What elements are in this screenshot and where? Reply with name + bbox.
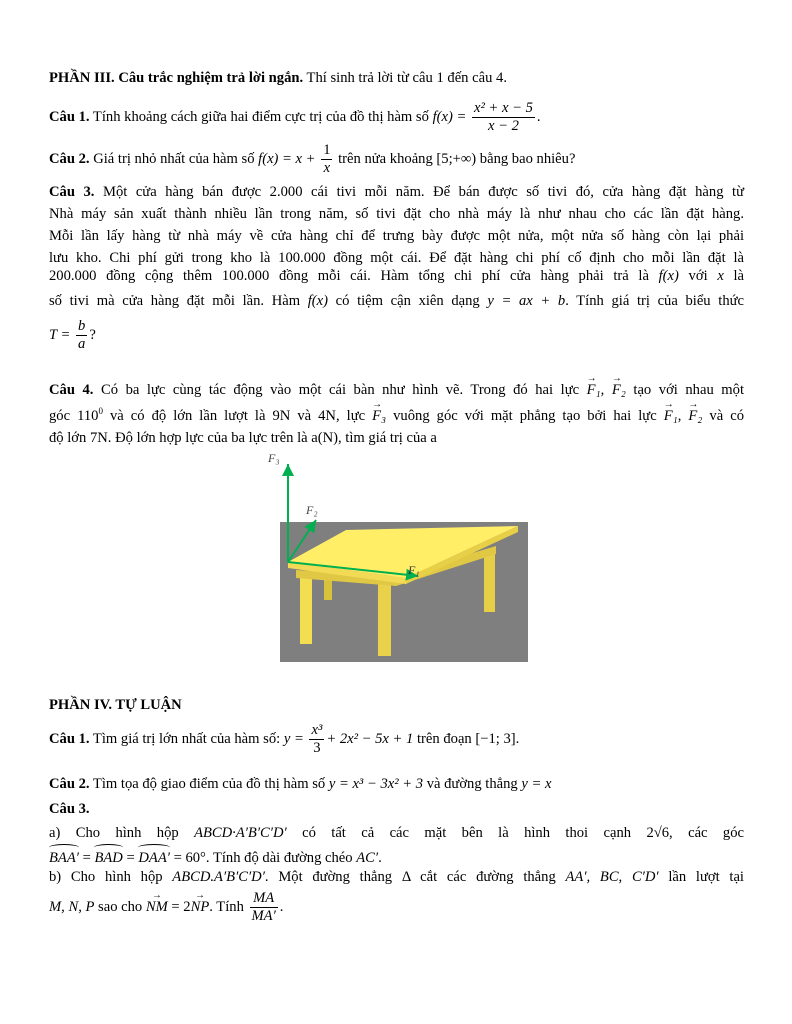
q3-T-question: ? [89,326,96,343]
p4q3-b1: b) Cho hình hộp [49,869,173,885]
p4q3-eq2: = [122,850,139,866]
q3-line6c: . Tính giá trị của biểu thức [565,293,744,309]
p4q3-a3: , các góc [669,825,744,841]
p4q3-angle-BAA: BAA′ [49,850,79,866]
p4q1-y: y = [283,730,304,747]
p4q3-a-line2 [49,849,382,867]
q3-line1-text: Một cửa hàng bán được 2.000 cái tivi mỗi năm. Để bán được số tivi đó, cửa hàng đặt hàng từ [94,184,745,200]
q4-line1 [49,381,744,399]
p4q1-numerator: x³ [311,722,323,738]
table-leg-front-left [300,578,312,644]
p4q3-label: Câu 3. [49,801,90,817]
p4q2-eq: y = x³ − 3x² + 3 [328,776,424,792]
q3-line6-eq: y = ax + b [487,293,566,309]
label-F1: F₁ [408,563,420,577]
p4q3-ratio-numerator: MA [250,890,278,908]
p4q3-a-box: ABCD·A′B′C′D′ [194,825,287,841]
q4-F2: F₂ → [612,381,626,399]
q2-fx: f(x) = x + [258,150,316,167]
q2-numerator: 1 [323,142,331,158]
p4q1-end: . [515,730,520,747]
q2-denominator: x [323,160,331,176]
label-F2: F₂ [306,503,318,517]
p4q2-text: Tìm tọa độ giao điểm của đồ thị hàm số [89,776,329,792]
p4q1-interval: [−1; 3] [475,730,516,747]
p4q2-label: Câu 2. [49,776,90,792]
label-F3: F₃ [268,451,280,465]
q1-fx: f(x) = [432,109,467,125]
q3-line1 [49,183,744,201]
p4q3-a1: a) Cho hình hộp [49,825,195,841]
p4q3-a-diag: AC′ [356,850,379,866]
p4q3-vec-NP: NP → [191,898,210,916]
q4-F1: F₁ → [587,381,601,399]
part3-q2 [49,142,575,177]
q3-T-fraction [76,318,87,353]
p4q3-vec-NM: NM → [146,898,168,916]
q3-T: T = [49,326,71,343]
p4q3-b2: . Một đường thẳng [264,869,402,885]
p4q2-line: y = x [521,776,552,792]
q4-line2 [49,407,744,425]
p4q3-b-line1 [49,868,744,886]
p4q3-a4: . Tính độ dài đường chéo [205,850,357,866]
p4q3-ratio-denominator: MA′ [251,908,276,924]
q4-F1-b: F₁ → [664,407,678,425]
q4-line2c: vuông góc với mặt phẳng tạo bởi hai lực [386,408,664,424]
part4-q1 [49,722,519,757]
q1-numerator: x² + x − 5 [473,100,533,117]
p4q1-denominator: 3 [313,740,321,756]
q4-F3: F₃ → [372,407,386,425]
p4q3-c-eq: = 2 [167,898,191,915]
p4q3-a-line1 [49,824,744,842]
p4q3-c1: sao cho [94,898,146,915]
table-force-figure [256,450,528,662]
p4q1-text2: trên đoạn [413,730,476,747]
q3-line6a: số tivi mà cửa hàng đặt mỗi lần. Hàm [49,293,308,309]
q3-line2: Nhà máy sản xuất thành nhiều lần trong năm, số tivi đặt cho nhà máy là như nhau cho các lần đặt hàng. [49,206,744,222]
q3-T-denominator: a [78,336,86,352]
q3-line5 [49,267,744,285]
q3-line5a: 200.000 đồng cộng thêm 100.000 đồng mỗi cái. Hàm tổng chi phí cửa hàng phải trả là [49,268,659,284]
q2-fraction [321,142,332,177]
q2-interval: [5;+∞) [436,150,477,167]
p4q3-b3: cắt các đường thẳng [410,869,566,885]
q1-end: . [536,109,541,125]
q3-T-numerator: b [78,318,86,334]
q4-line2b: và có độ lớn lần lượt là 9N và 4N, lực [102,408,373,424]
part3-q1 [49,96,541,135]
q2-text3: bằng bao nhiêu? [476,150,576,167]
p4q2-text2: và đường thẳng [423,776,522,792]
q3-label: Câu 3. [49,184,95,200]
p4q3-eq3: = 60° [169,850,206,866]
q3-line3: Mỗi lần lấy hàng từ nhà máy về cửa hàng chỉ để trưng bày được một nửa, một nửa số hàng còn lại phải [49,228,744,244]
q3-line6 [49,292,744,310]
p4q3-b-box: ABCD.A′B′C′D′ [172,869,265,885]
q4-line2a: góc 110 [49,408,99,424]
q1-fraction [472,100,535,135]
q4-line2d: và có [702,408,744,424]
q4-line3: độ lớn 7N. Độ lớn hợp lực của ba lực trên là a(N), tìm giá trị của a [49,430,437,446]
p4q3-a-side: 2√6 [646,825,670,841]
q4-deg: 0 [98,406,103,416]
p4q3-a5: . [378,850,382,866]
table-leg-front-right [378,584,391,656]
part3-heading-line [49,69,507,87]
part4-heading: PHẦN IV. TỰ LUẬN [49,697,182,713]
p4q3-c-points: M, N, P [49,898,95,915]
q4-line1b: tạo với nhau một [625,382,745,398]
p4q3-c3: . [279,898,284,915]
table-leg-back-right [484,554,495,612]
part4-q3-heading [49,800,90,818]
p4q1-label: Câu 1. [49,730,90,747]
p4q3-b-lines: AA′, BC, C′D′ [565,869,659,885]
part4-heading-line [49,696,182,714]
q3-line6-fx: f(x) [307,293,328,309]
q3-line5c: là [723,268,744,284]
p4q3-a2: có tất cả các mặt bên là hình thoi cạnh [286,825,647,841]
q4-sep: , [600,382,612,398]
q3-line6b: có tiệm cận xiên dạng [328,293,488,309]
q2-text2: trên nửa khoảng [334,150,437,167]
part4-q2 [49,775,551,793]
q3-T-expression [49,318,96,353]
p4q3-b-line2 [49,890,283,925]
q1-denominator: x − 2 [487,118,519,135]
p4q1-rest: + 2x² − 5x + 1 [326,730,414,747]
q3-line4: lưu kho. Chi phí gửi trong kho là 100.000 đồng một cái. Để đặt hàng chi phí cố định cho mỗi lần đặt là [49,250,744,266]
p4q3-ratio-fraction [250,890,278,925]
q2-text1: Giá trị nhỏ nhất của hàm số [89,150,259,167]
p4q1-fraction [309,722,324,757]
q3-line5-x: x [717,268,724,284]
q1-text: Tính khoảng cách giữa hai điểm cực trị của đồ thị hàm số [89,109,429,125]
q4-label: Câu 4. [49,382,94,398]
p4q3-eq1: = [78,850,95,866]
part3-heading: PHẦN III. Câu trắc nghiệm trả lời ngắn. [49,70,304,86]
q4-F2-b: F₂ → [688,407,702,425]
q4-sep-b: , [677,408,689,424]
q3-line5-fx: f(x) [658,268,679,284]
part3-instruction: Thí sinh trả lời từ câu 1 đến câu 4. [303,70,507,86]
p4q3-angle-BAD: BAD [94,850,123,866]
p4q1-text: Tìm giá trị lớn nhất của hàm số: [89,730,284,747]
q2-label: Câu 2. [49,150,90,167]
q1-label: Câu 1. [49,109,90,125]
p4q3-b4: lần lượt tại [658,869,744,885]
q3-line5b: với [678,268,718,284]
p4q3-c2: . Tính [209,898,248,915]
q4-line1a: Có ba lực cùng tác động vào một cái bàn như hình vẽ. Trong đó hai lực [93,382,587,398]
p4q3-angle-DAA: DAA′ [138,850,170,866]
p4q3-delta: Δ [401,869,411,885]
